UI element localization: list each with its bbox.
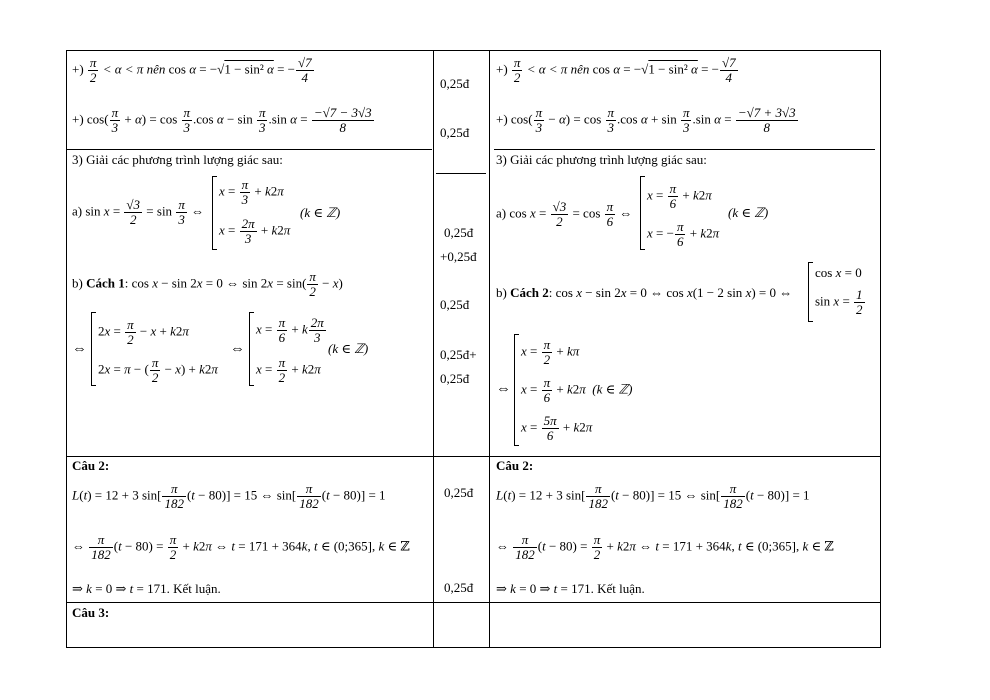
table-border-right bbox=[880, 50, 881, 648]
left-cau2-line3: ⇒ k = 0 ⇒ t = 171. Kết luận. bbox=[72, 581, 221, 596]
right-a-sol2: x = − $\frac{\pi}{6}$ + k2π bbox=[647, 219, 720, 249]
left-b-sys1: 2x = $\frac{\pi}{2}$ − x + k2π bbox=[98, 317, 189, 347]
right-a-k: (k ∈ ℤ) bbox=[728, 205, 769, 220]
left-b-bracket1 bbox=[91, 312, 96, 386]
right-b-sys1: cos x = 0 bbox=[815, 265, 862, 280]
right-c-sol3: x = $\frac{5\pi}{6}$ + k2π bbox=[521, 413, 593, 443]
score-4: +0,25đ bbox=[440, 249, 477, 264]
left-b-arrow1: ⇔ bbox=[72, 341, 87, 357]
left-row1: +) $\frac{\pi}{2}$ < α < π nên cos α = −√1 − sin² α = − $\frac{√7}{4}$ bbox=[72, 55, 312, 85]
score-2: 0,25đ bbox=[440, 125, 470, 140]
right-a-bracket bbox=[640, 176, 645, 250]
left-b-sol2: x = $\frac{\pi}{2}$ + k2π bbox=[256, 355, 321, 385]
row-divider-cau2 bbox=[66, 456, 881, 457]
right-c-arrow: ⇔ bbox=[496, 381, 511, 397]
right-a-equation: a) cos x = $\frac{√3}{2}$ = cos $\frac{\pi}{6}$ ⇔ bbox=[496, 199, 633, 229]
table-border-bottom bbox=[66, 647, 881, 648]
right-cau2-line3: ⇒ k = 0 ⇒ t = 171. Kết luận. bbox=[496, 581, 645, 596]
score-3: 0,25đ bbox=[444, 225, 474, 240]
left-a-bracket bbox=[212, 176, 217, 250]
right-row2: +) cos( $\frac{\pi}{3}$ − α) = cos $\frac{\pi}{3}$ .cos α + sin $\frac{\pi}{3}$ .sin α = $\frac{-√7 + 3√3}{8}$ bbox=[496, 105, 796, 135]
left-b-arrow2: ⇔ bbox=[230, 341, 245, 357]
left-a-k: (k ∈ ℤ) bbox=[300, 205, 341, 220]
left-a-sol2: x = $\frac{2\pi}{3}$ + k2π bbox=[219, 216, 291, 246]
left-b-equation: b) Cách 1: cos x − sin 2x = 0 ⇔ sin 2x = sin( $\frac{\pi}{2}$ − x) bbox=[72, 269, 343, 299]
score-7: 0,25đ bbox=[440, 371, 470, 386]
left-b-bracket2 bbox=[249, 312, 254, 386]
score-8: 0,25đ bbox=[444, 485, 474, 500]
left-row2: +) cos( $\frac{\pi}{3}$ + α) = cos $\frac{\pi}{3}$ .cos α − sin $\frac{\pi}{3}$ .sin α = $\frac{-√7 - 3√3}{8}$ bbox=[72, 105, 372, 135]
left-heading-3: 3) Giải các phương trình lượng giác sau: bbox=[72, 152, 283, 167]
left-cau2-label: Câu 2: bbox=[72, 458, 110, 473]
table-border-left bbox=[66, 50, 67, 648]
right-cau2-line2: ⇔ $\frac{\pi}{182}$ (t − 80) = $\frac{\pi}{2}$ + k2π ⇔ t = 171 + 364k, t ∈ (0;365], k ∈ ℤ bbox=[496, 532, 834, 562]
score-6: 0,25đ+ bbox=[440, 347, 477, 362]
right-c-bracket bbox=[514, 334, 519, 446]
subrow-divider-mid bbox=[436, 173, 486, 174]
left-cau2-line2: ⇔ $\frac{\pi}{182}$ (t − 80) = $\frac{\pi}{2}$ + k2π ⇔ t = 171 + 364k, t ∈ (0;365], k ∈ ℤ bbox=[72, 532, 410, 562]
left-b-sol1: x = $\frac{\pi}{6}$ + k $\frac{2\pi}{3}$ bbox=[256, 315, 324, 345]
right-c-sol1: x = $\frac{\pi}{2}$ + kπ bbox=[521, 337, 580, 367]
right-heading-3: 3) Giải các phương trình lượng giác sau: bbox=[496, 152, 707, 167]
left-b-sys2: 2x = π − ( $\frac{\pi}{2}$ − x) + k2π bbox=[98, 355, 218, 385]
cau3-label: Câu 3: bbox=[72, 605, 110, 620]
subrow-divider-right bbox=[494, 149, 875, 150]
row-divider-cau3 bbox=[66, 602, 881, 603]
score-5: 0,25đ bbox=[440, 297, 470, 312]
col-divider-2 bbox=[489, 50, 490, 648]
left-b-k: (k ∈ ℤ) bbox=[328, 341, 369, 356]
right-c-sol2: x = $\frac{\pi}{6}$ + k2π (k ∈ ℤ) bbox=[521, 375, 633, 405]
left-a-sol1: x = $\frac{\pi}{3}$ + k2π bbox=[219, 177, 284, 207]
right-a-sol1: x = $\frac{\pi}{6}$ + k2π bbox=[647, 181, 712, 211]
right-b-sys2: sin x = $\frac{1}{2}$ bbox=[815, 287, 863, 317]
subrow-divider-left bbox=[66, 149, 432, 150]
col-divider-1 bbox=[433, 50, 434, 648]
right-row1: +) $\frac{\pi}{2}$ < α < π nên cos α = −√1 − sin² α = − $\frac{√7}{4}$ bbox=[496, 55, 736, 85]
right-cau2-line1: L(t) = 12 + 3 sin[ $\frac{\pi}{182}$ (t − 80)] = 15 ⇔ sin[ $\frac{\pi}{182}$ (t − 80)] = 1 bbox=[496, 481, 810, 511]
right-cau2-label: Câu 2: bbox=[496, 458, 534, 473]
left-a-equation: a) sin x = $\frac{√3}{2}$ = sin $\frac{\pi}{3}$ ⇔ bbox=[72, 197, 205, 227]
table-border-top bbox=[66, 50, 881, 51]
right-b-bracket bbox=[808, 262, 813, 322]
score-9: 0,25đ bbox=[444, 580, 474, 595]
right-b-equation: b) Cách 2: cos x − sin 2x = 0 ⇔ cos x(1 − 2 sin x) = 0 ⇔ bbox=[496, 285, 793, 300]
left-cau2-line1: L(t) = 12 + 3 sin[ $\frac{\pi}{182}$ (t − 80)] = 15 ⇔ sin[ $\frac{\pi}{182}$ (t − 80)] = 1 bbox=[72, 481, 386, 511]
score-1: 0,25đ bbox=[440, 76, 470, 91]
